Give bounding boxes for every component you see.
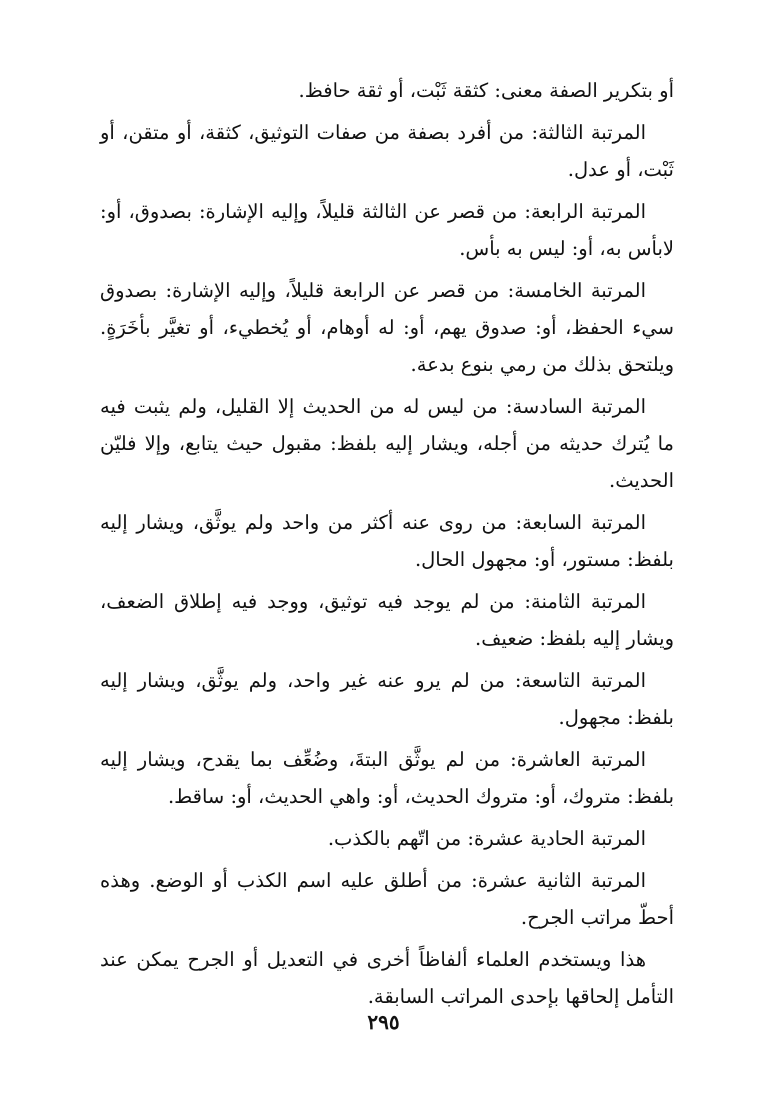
paragraph-rank-6: المرتبة السادسة: من ليس له من الحديث إلا القليل، ولم يثبت فيه ما يُترك حديثه من أجله، ويشار إليه بلفظ: مقبول حيث يتابع، وإلا فليّن الحديث.: [100, 395, 674, 492]
page-number: ٢٩٥: [367, 1010, 400, 1034]
paragraph-rank-8: المرتبة الثامنة: من لم يوجد فيه توثيق، ووجد فيه إطلاق الضعف، ويشار إليه بلفظ: ضعيف.: [100, 590, 674, 650]
paragraph-rank-5: المرتبة الخامسة: من قصر عن الرابعة قليلاً، وإليه الإشارة: بصدوق سيء الحفظ، أو: صدوق يهم، أو: له أوهام، أو يُخطيء، أو تغيَّر بأخَرَةٍ. ويلتحق بذلك من رمي بنوع بدعة.: [100, 279, 674, 376]
paragraph-rank-4: المرتبة الرابعة: من قصر عن الثالثة قليلاً، وإليه الإشارة: بصدوق، أو: لابأس به، أو: ليس به بأس.: [100, 200, 674, 260]
paragraph-rank-11: المرتبة الحادية عشرة: من اتّهم بالكذب.: [327, 827, 646, 850]
paragraph-rank-7: المرتبة السابعة: من روى عنه أكثر من واحد ولم يوثَّق، ويشار إليه بلفظ: مستور، أو: مجهول الحال.: [100, 511, 674, 571]
paragraph-closing-note: هذا ويستخدم العلماء ألفاظاً أخرى في التعديل أو الجرح يمكن عند التأمل إلحاقها بإحدى المراتب السابقة.: [100, 948, 674, 1008]
paragraph-rank-3: المرتبة الثالثة: من أفرد بصفة من صفات التوثيق، كثقة، أو متقن، أو ثَبْت، أو عدل.: [100, 121, 674, 181]
paragraph-continuation: أو بتكرير الصفة معنى: كثقة ثَبْت، أو ثقة حافظ.: [298, 79, 674, 102]
paragraph-rank-12: المرتبة الثانية عشرة: من أطلق عليه اسم الكذب أو الوضع. وهذه أحطّ مراتب الجرح.: [100, 869, 674, 929]
paragraph-rank-10: المرتبة العاشرة: من لم يوثَّق البتةَ، وضُعِّف بما يقدح، ويشار إليه بلفظ: متروك، أو: متروك الحديث، أو: واهي الحديث، أو: ساقط.: [100, 748, 674, 808]
paragraph-rank-9: المرتبة التاسعة: من لم يرو عنه غير واحد، ولم يوثَّق، ويشار إليه بلفظ: مجهول.: [100, 669, 674, 729]
page-body-text: [100, 72, 674, 1020]
